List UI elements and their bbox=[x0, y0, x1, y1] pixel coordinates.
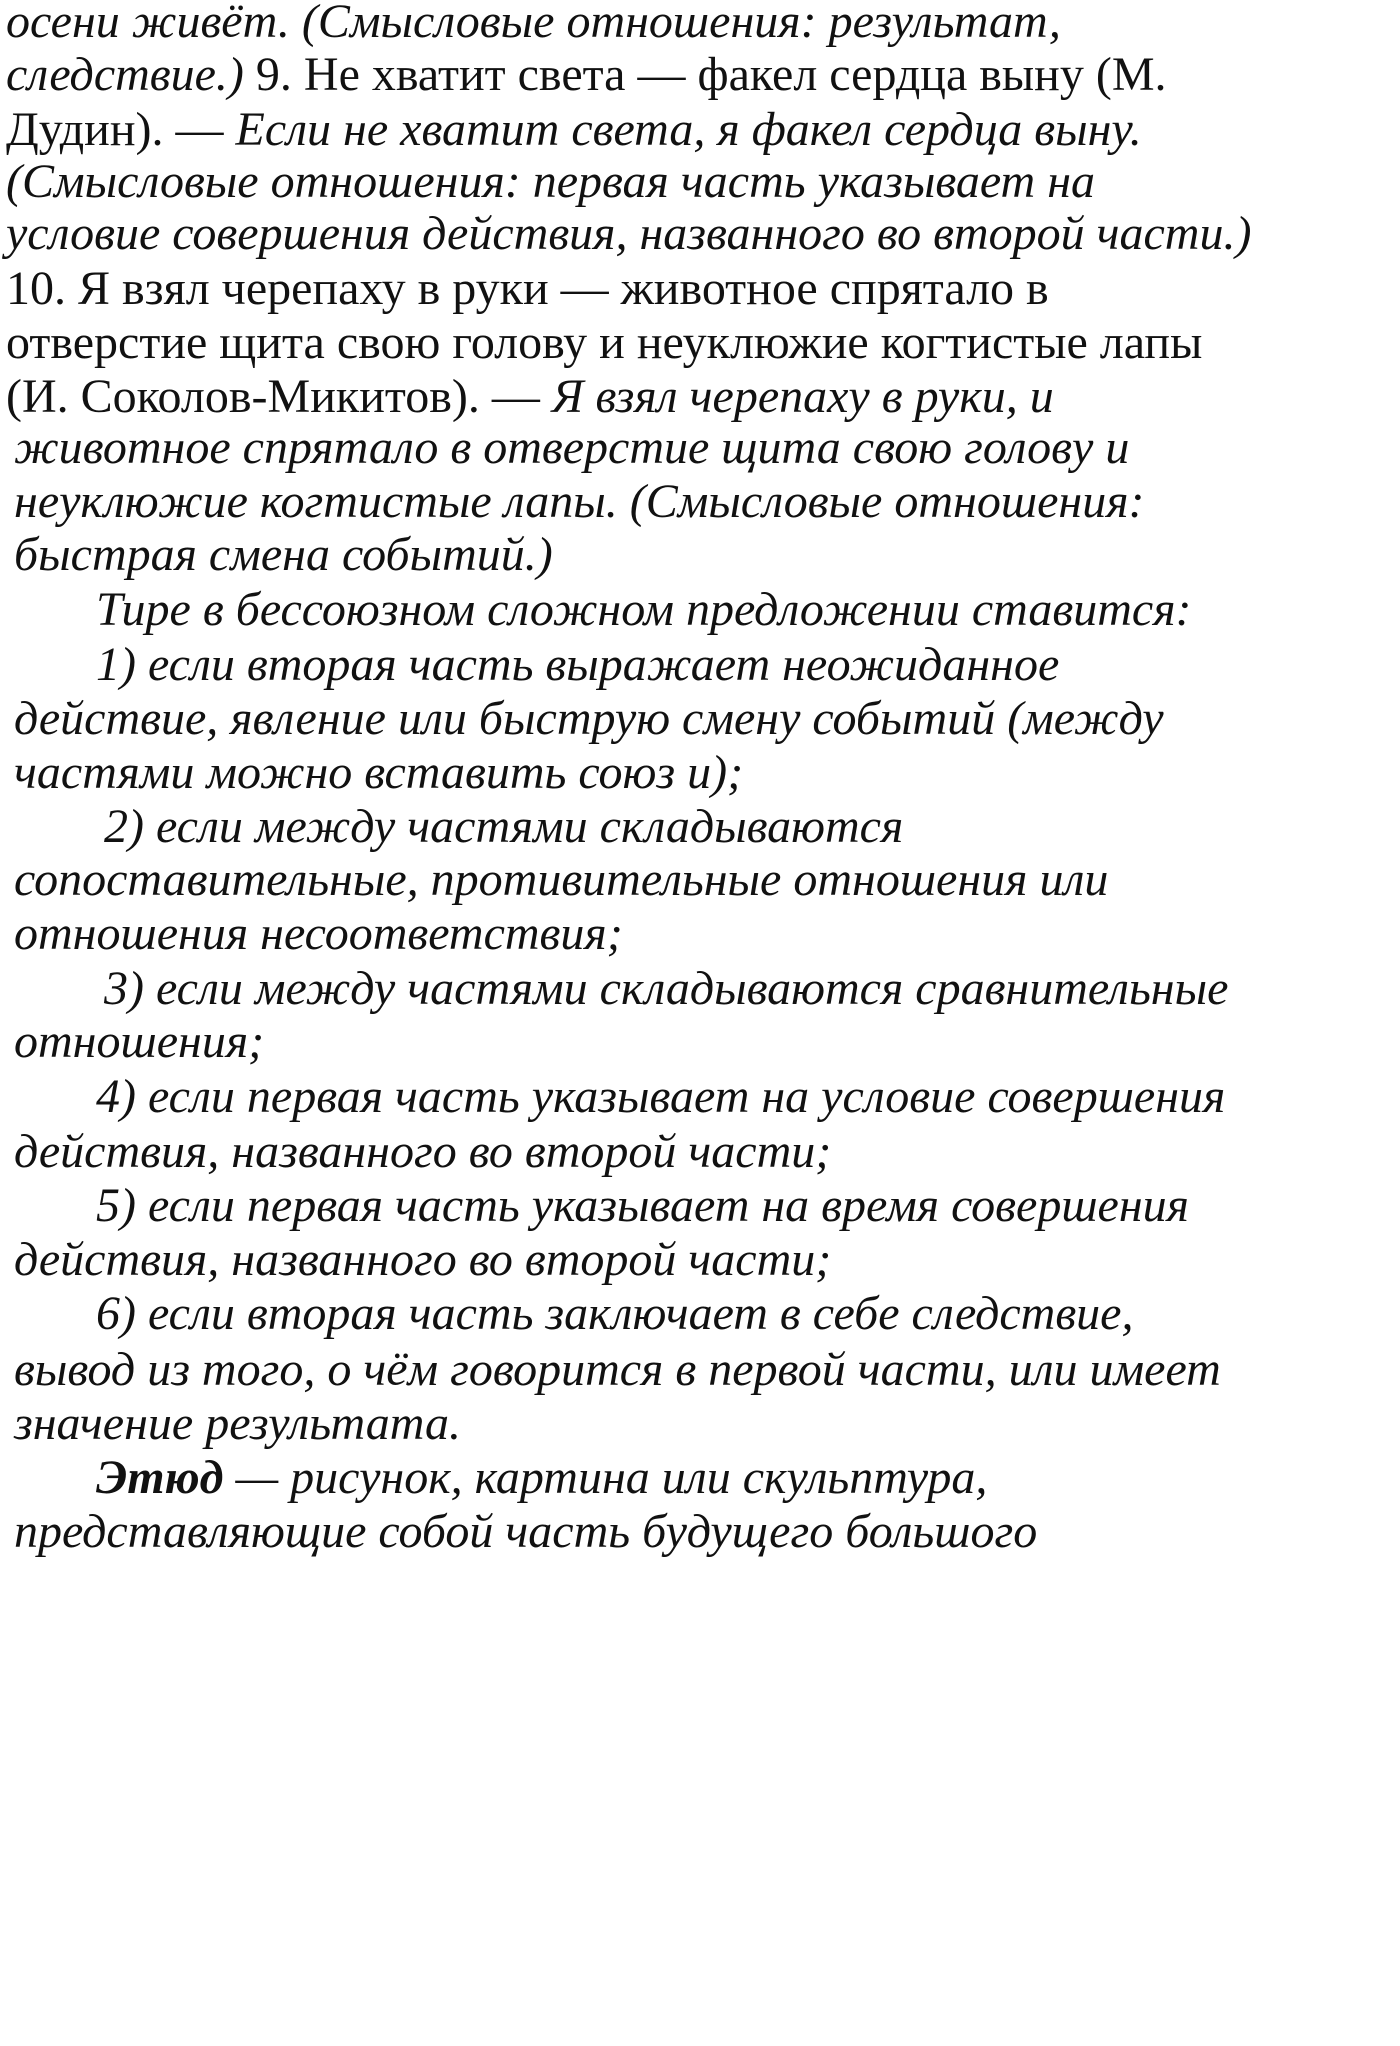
text-segment: 4) если первая часть указывает на условие совершения bbox=[96, 1070, 1226, 1123]
text-segment: 2) если между частями складываются bbox=[104, 800, 904, 853]
text-line bbox=[96, 580, 1192, 640]
text-line bbox=[96, 1067, 1225, 1127]
text-line bbox=[14, 1122, 831, 1182]
text-segment: представляющие собой часть будущего большого bbox=[14, 1505, 1038, 1558]
text-segment: Если не хватит света, я факел сердца выну. bbox=[235, 103, 1142, 156]
text-line bbox=[96, 1284, 1133, 1344]
text-line bbox=[14, 689, 1164, 749]
text-segment: Тире в бессоюзном сложном предложении ставится: bbox=[96, 583, 1192, 636]
text-segment: 9. Не хватит света — факел сердца выну (М. bbox=[243, 48, 1167, 101]
text-segment: Дудин). — bbox=[6, 103, 236, 156]
text-segment: сопоставительные, противительные отношения или bbox=[14, 853, 1109, 906]
text-segment: животное спрятало в отверстие щита свою голову и bbox=[14, 421, 1130, 474]
text-segment: осени живёт. (Смысловые отношения: результат, bbox=[6, 0, 1061, 48]
text-segment: 5) если первая часть указывает на время совершения bbox=[96, 1179, 1189, 1232]
text-line bbox=[14, 1230, 831, 1290]
text-line bbox=[96, 1448, 987, 1508]
text-segment: (И. Соколов-Микитов). — bbox=[6, 370, 552, 423]
text-segment: быстрая смена событий.) bbox=[14, 528, 553, 581]
text-line bbox=[14, 1012, 264, 1072]
text-line bbox=[6, 100, 1142, 160]
text-line bbox=[14, 743, 743, 803]
text-segment: 1) если вторая часть выражает неожиданное bbox=[96, 638, 1060, 691]
text-line bbox=[96, 635, 1059, 695]
text-line bbox=[14, 1394, 461, 1454]
text-line bbox=[96, 1176, 1189, 1236]
text-line bbox=[14, 472, 1144, 532]
text-line bbox=[14, 904, 623, 964]
text-segment: действия, названного во второй части; bbox=[14, 1233, 832, 1286]
text-line bbox=[6, 259, 1049, 319]
text-segment: действие, явление или быструю смену событий (между bbox=[14, 692, 1164, 745]
text-line bbox=[6, 152, 1095, 212]
text-segment: отношения; bbox=[14, 1015, 265, 1068]
text-line bbox=[14, 1340, 1221, 1400]
text-segment: Я взял черепаху в руки, и bbox=[551, 370, 1054, 423]
text-line bbox=[6, 204, 1251, 264]
text-segment: частями можно вставить союз и); bbox=[14, 746, 744, 799]
text-segment: 3) если между частями складываются сравнительные bbox=[104, 962, 1229, 1015]
text-line bbox=[14, 1502, 1037, 1562]
text-segment: Этюд bbox=[96, 1451, 224, 1504]
text-line bbox=[104, 959, 1228, 1019]
text-line bbox=[14, 850, 1108, 910]
text-segment: действия, названного во второй части; bbox=[14, 1125, 832, 1178]
text-segment: вывод из того, о чём говорится в первой части, или имеет bbox=[14, 1343, 1221, 1396]
text-segment: 6) если вторая часть заключает в себе следствие, bbox=[96, 1287, 1134, 1340]
text-segment: (Смысловые отношения: первая часть указывает на bbox=[6, 155, 1096, 208]
text-segment: отношения несоответствия; bbox=[14, 907, 623, 960]
text-line bbox=[104, 797, 903, 857]
text-line bbox=[14, 418, 1129, 478]
text-segment: отверстие щита свою голову и неуклюжие когтистые лапы bbox=[6, 316, 1203, 369]
text-segment: условие совершения действия, названного во второй части.) bbox=[6, 207, 1252, 260]
text-segment: 10. Я взял черепаху в руки — животное спрятало в bbox=[6, 262, 1049, 315]
text-line bbox=[6, 313, 1202, 373]
text-line bbox=[14, 525, 553, 585]
text-segment: — рисунок, картина или скульптура, bbox=[223, 1451, 988, 1504]
text-segment: неуклюжие когтистые лапы. (Смысловые отношения: bbox=[14, 475, 1145, 528]
text-segment: значение результата. bbox=[14, 1397, 461, 1450]
text-segment: следствие.) bbox=[6, 48, 244, 101]
text-line bbox=[6, 45, 1167, 105]
